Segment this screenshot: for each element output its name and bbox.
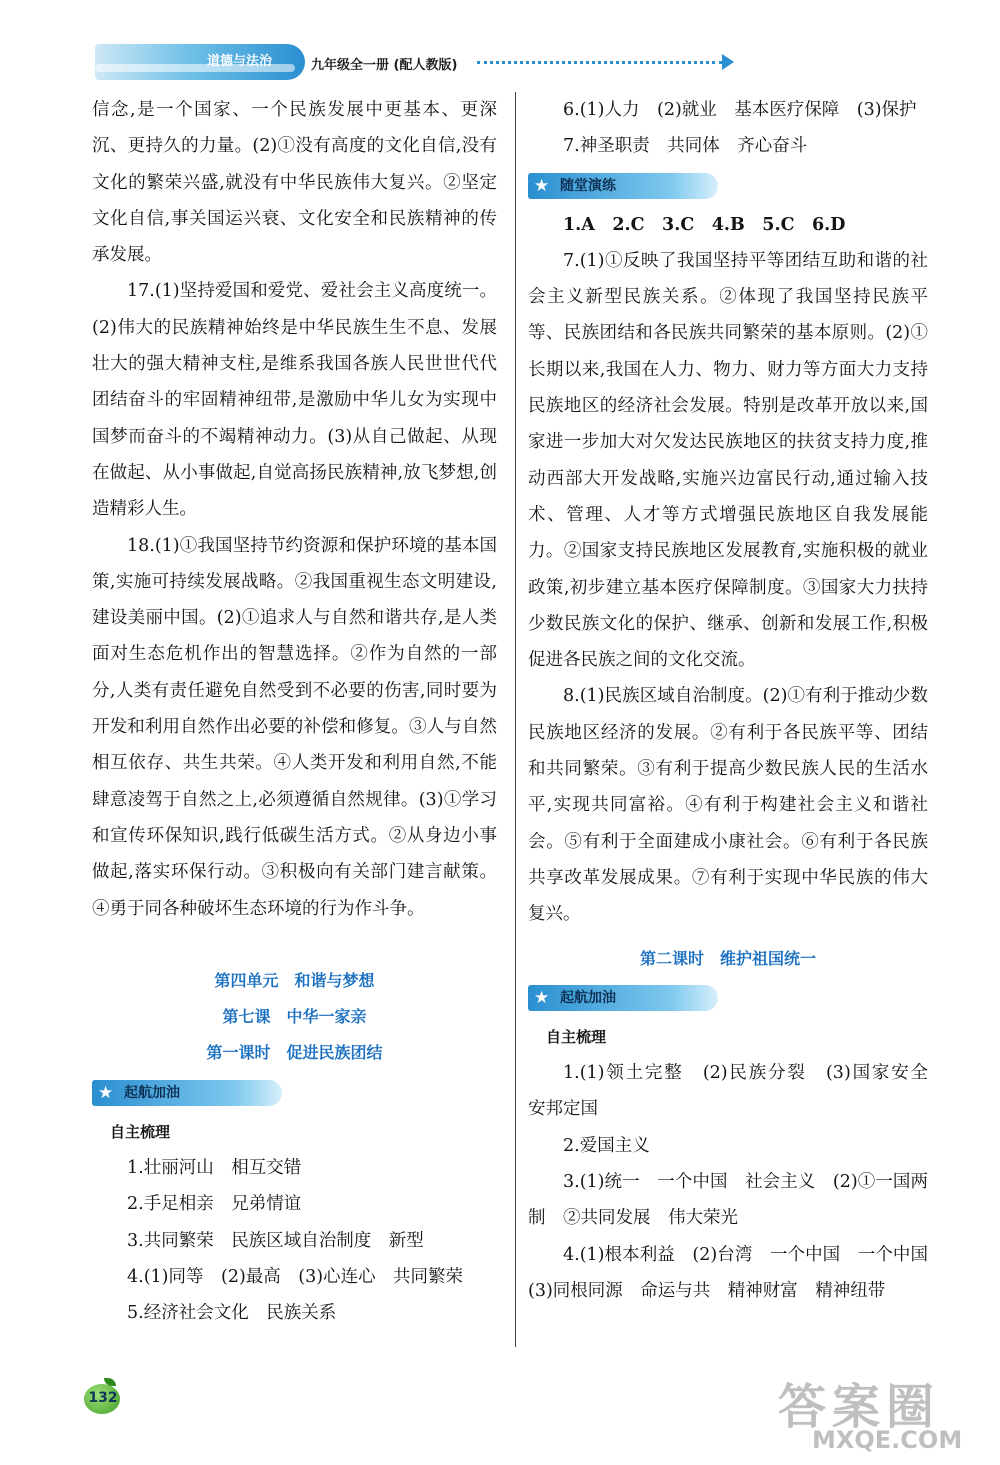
section-header [528,173,718,199]
subsection-title: 自主梳理 [110,1122,171,1141]
page-header [95,44,755,88]
page-number-badge [84,1378,124,1418]
subsection-title: 自主梳理 [546,1027,607,1046]
star-icon: ★ [534,987,550,1008]
answer-7-detail: 7.(1)①反映了我国坚持平等团结互助和谐的社会主义新型民族关系。②体现了我国坚持民族平等、民族团结和各民族共同繁荣的基本原则。(2)①长期以来,我国在人力、物力、财力等方面大力支持民族地区的经济社会发展。特别是改革开放以来,国家进一步加大对欠发达民族地区的扶贫支持力度,推动西部大开发战略,实施兴边富民行动,通过输入技术、管理、人才等方式增强民族地区自我发展能力。②国家支持民族地区发展教育,实施积极的就业政策,初步建立基本医疗保障制度。③国家大力扶持少数民族文化的保护、继承、创新和发展工作,积极促进各民族之间的文化交流。 [528,250,928,671]
star-icon: ★ [534,175,550,196]
section-label: 起航加油 [124,1084,180,1101]
answer-line: 1.(1)领土完整 (2)民族分裂 (3)国家安全 安邦定国 [528,1063,946,1120]
answer-line: 3.(1)统一 一个中国 社会主义 (2)①一国两制 ②共同发展 伟大荣光 [528,1172,928,1229]
section-header [92,1080,282,1106]
lesson-title: 第七课 中华一家亲 [222,1007,367,1027]
answer-line: 5.经济社会文化 民族关系 [127,1303,337,1324]
answer-line: 4.(1)根本利益 (2)台湾 一个中国 一个中国 (3)同根同源 命运与共 精神财富 精神纽带 [528,1244,946,1301]
answer-6: 6.(1)人力 (2)就业 基本医疗保障 (3)保护 [563,100,917,120]
answer-8: 8.(1)民族区域自治制度。(2)①有利于推动少数民族地区经济的发展。②有利于各民族平等、团结和共同繁荣。③有利于提高少数民族人民的生活水平,实现共同富裕。④有利于构建社会主义和谐社会。⑤有利于全面建成小康社会。⑥有利于各民族共享改革发展成果。⑦有利于实现中华民族的伟大复兴。 [528,686,928,925]
arrow-right-icon [722,54,734,70]
answer-line: 2.爱国主义 [563,1135,650,1156]
watermark-text: 答案圈 [778,1379,941,1435]
grade-label: 九年级全一册 (配人教版) [311,58,458,73]
period-title: 第一课时 促进民族团结 [206,1043,383,1063]
answer-7: 7.神圣职责 共同体 齐心奋斗 [563,136,808,157]
answer-18: 18.(1)①我国坚持节约资源和保护环境的基本国策,实施可持续发展战略。②我国重视生态文明建设,建设美丽中国。(2)①追求人与自然和谐共存,是人类面对生态危机作出的智慧选择。②作为自然的一部分,人类有责任避免自然受到不必要的伤害,同时要为开发和利用自然作出必要的补偿和修复。③人与自然相互依存、共生共荣。④人类开发和利用自然,不能肆意凌驾于自然之上,必须遵循自然规律。(3)①学习和宣传环保知识,践行低碳生活方式。②从身边小事做起,落实环保行动。③积极向有关部门建言献策。④勇于同各种破坏生态环境的行为作斗争。 [92,535,497,919]
multiple-choice-answers: 1.A 2.C 3.C 4.B 5.C 6.D [563,214,846,235]
answer-line: 4.(1)同等 (2)最高 (3)心连心 共同繁荣 [127,1266,464,1287]
period-title: 第二课时 维护祖国统一 [639,948,816,968]
answer-line: 2.手足相亲 兄弟情谊 [127,1194,302,1215]
header-dotted-line [477,61,722,64]
subject-label: 道德与法治 [207,54,273,69]
answer-line: 1.壮丽河山 相互交错 [127,1158,302,1179]
unit-title: 第四单元 和谐与梦想 [214,970,375,990]
watermark-site: MXQE.COM [812,1426,963,1454]
answer-17: 17.(1)坚持爱国和爱党、爱社会主义高度统一。(2)伟大的民族精神始终是中华民族生生不息、发展壮大的强大精神支柱,是维系我国各族人民世世代代团结奋斗的牢固精神纽带,是激励中华儿女为实现中国梦而奋斗的不竭精神动力。(3)从自己做起、从现在做起、从小事做起,自觉高扬民族精神,放飞梦想,创造精彩人生。 [92,281,497,520]
paragraph-continued: 信念,是一个国家、一个民族发展中更基本、更深沉、更持久的力量。(2)①没有高度的文化自信,没有文化的繁荣兴盛,就没有中华民族伟大复兴。②坚定文化自信,事关国运兴衰、文化安全和民族精神的传承发展。 [92,100,497,266]
section-header [528,985,718,1011]
answer-line: 3.共同繁荣 民族区域自治制度 新型 [127,1230,424,1251]
left-column [92,92,497,1332]
right-column [528,92,946,1309]
page-number: 132 [88,1390,118,1406]
watermark [778,1368,990,1454]
star-icon: ★ [98,1082,114,1103]
column-divider [515,92,516,1347]
subject-banner [95,44,305,80]
section-label: 起航加油 [560,989,616,1006]
section-label: 随堂演练 [560,177,616,194]
